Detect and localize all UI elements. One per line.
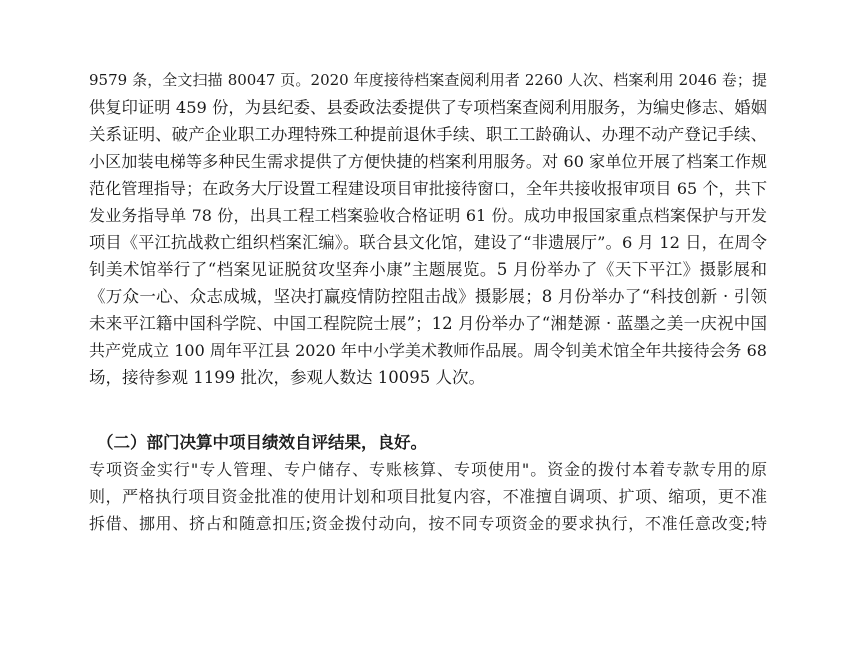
paragraph-line: 小区加装电梯等多种民生需求提供了方便快捷的档案利用服务。对 60 家单位开展了档案工作规: [89, 152, 767, 171]
paragraph-line: 未来平江籍中国科学院、中国工程院院士展”；12 月份举办了“湘楚源 · 蓝墨之美一庆祝中国: [89, 314, 767, 333]
paragraph-line: 关系证明、破产企业职工办理特殊工种提前退休手续、职工工龄确认、办理不动产登记手续、: [89, 125, 767, 144]
paragraph-archives-work: [89, 67, 767, 391]
paragraph-line: 9579 条，全文扫描 80047 页。2020 年度接待档案查阅利用者 2260 人次、档案利用 2046 卷；提: [89, 71, 767, 89]
paragraph-line: 场，接待参观 1199 批次，参观人数达 10095 人次。: [89, 368, 485, 387]
section-heading: （二）部门决算中项目绩效自评结果，良好。: [97, 433, 427, 452]
paragraph-line: 则，严格执行项目资金批准的使用计划和项目批复内容，不准擅自调项、扩项、缩项，更不准: [89, 487, 767, 506]
paragraph-line: 发业务指导单 78 份，出具工程工档案验收合格证明 61 份。成功申报国家重点档案保护与开发: [89, 206, 767, 225]
paragraph-line: 拆借、挪用、挤占和随意扣压;资金拨付动向，按不同专项资金的要求执行，不准任意改变;特: [89, 514, 767, 533]
paragraph-line: 项目《平江抗战救亡组织档案汇编》。联合县文化馆，建设了“非遗展厅”。6 月 12 日，在周令: [89, 233, 767, 252]
paragraph-line: 供复印证明 459 份，为县纪委、县委政法委提供了专项档案查阅利用服务，为编史修志、婚姻: [89, 98, 767, 117]
paragraph-line: 专项资金实行"专人管理、专户储存、专账核算、专项使用"。资金的拨付本着专款专用的原: [89, 460, 767, 479]
paragraph-line: 范化管理指导；在政务大厅设置工程建设项目审批接待窗口，全年共接收报审项目 65 个，共下: [89, 179, 767, 198]
paragraph-line: 《万众一心、众志成城，坚决打赢疫情防控阻击战》摄影展；8 月份举办了“科技创新 · 引领: [89, 287, 767, 306]
paragraph-line: 钊美术馆举行了“档案见证脱贫攻坚奔小康”主题展览。5 月份举办了《天下平江》摄影展和: [89, 260, 767, 279]
paragraph-line: 共产党成立 100 周年平江县 2020 年中小学美术教师作品展。周令钊美术馆全年共接待会务 68: [89, 341, 767, 360]
paragraph-special-funds: [89, 456, 767, 537]
